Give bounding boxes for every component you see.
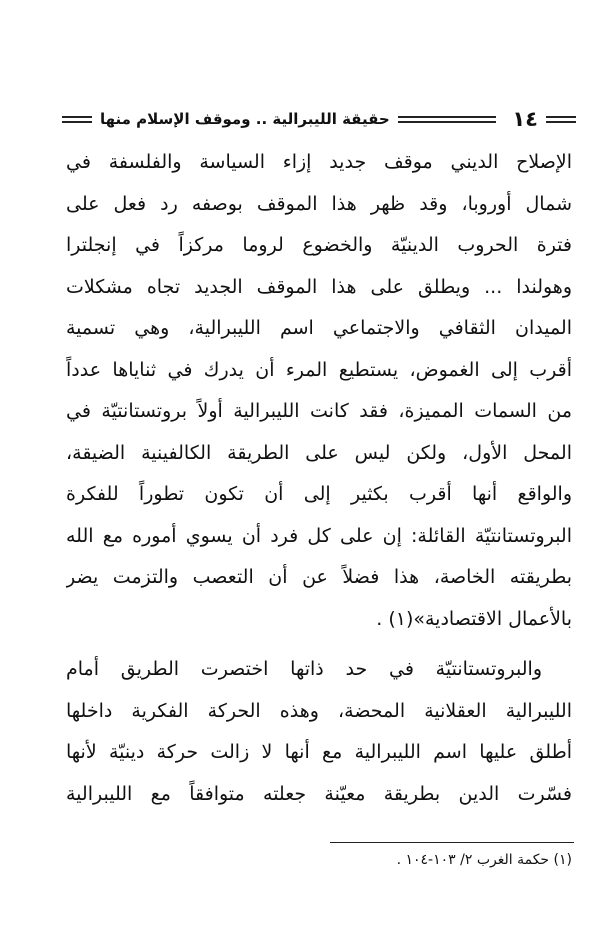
running-header [62,104,576,134]
text-line: أطلق عليها اسم الليبرالية مع أنها لا زالت حركة دينيّة لأنها [66,741,572,763]
text-line: والواقع أنها أقرب بكثير إلى أن تكون تطوراً للفكرة [66,483,572,505]
body-text [66,142,572,815]
text-line: فسّرت الدين بطريقة معيّنة جعلته متوافقاً مع الليبرالية [66,782,572,805]
text-line: بطريقته الخاصة، هذا فضلاً عن أن التعصب والتزمت يضر [66,566,572,588]
text-line: شمال أوروبا، وقد ظهر هذا الموقف بوصفه رد فعل على [66,192,572,215]
text-line: بالأعمال الاقتصادية»(١) . [376,607,572,630]
footnote: (١) حكمة الغرب ٢/ ١٠٣-١٠٤ . [396,852,572,868]
page-number: ١٤ [512,107,538,131]
text-line: وهولندا ... ويطلق على هذا الموقف الجديد تجاه مشكلات [66,275,572,298]
paragraph [66,649,572,815]
text-line: والبروتستانتيّة في حد ذاتها اختصرت الطريق أمام [66,658,542,680]
text-line: الميدان الثقافي والاجتماعي اسم الليبرالية، وهي تسمية [66,317,572,339]
text-line: الليبرالية العقلانية المحضة، وهذه الحركة الفكرية داخلها [66,699,572,722]
running-title: حقيقة الليبرالية .. وموقف الإسلام منها [100,110,390,128]
text-line: من السمات المميزة، فقد كانت الليبرالية أولاً بروتستانتيّة في [66,400,572,422]
header-rule-right [546,116,576,123]
text-line: الإصلاح الديني موقف جديد إزاء السياسة والفلسفة في [66,151,572,173]
header-rule-left [62,116,92,123]
text-line: المحل الأول، ولكن ليس على الطريقة الكالفينية الضيقة، [66,441,572,464]
paragraph [66,142,572,640]
text-line: فترة الحروب الدينيّة والخضوع لروما مركزاً في إنجلترا [66,234,572,256]
text-line: أقرب إلى الغموض، يستطيع المرء أن يدرك في ثناياها عدداً [66,358,572,381]
footnote-rule [330,842,574,843]
header-rule-middle [398,116,497,123]
text-line: البروتستانتيّة القائلة: إن على كل فرد أن يسوي أموره مع الله [66,524,572,547]
paragraph-gap [66,640,572,649]
